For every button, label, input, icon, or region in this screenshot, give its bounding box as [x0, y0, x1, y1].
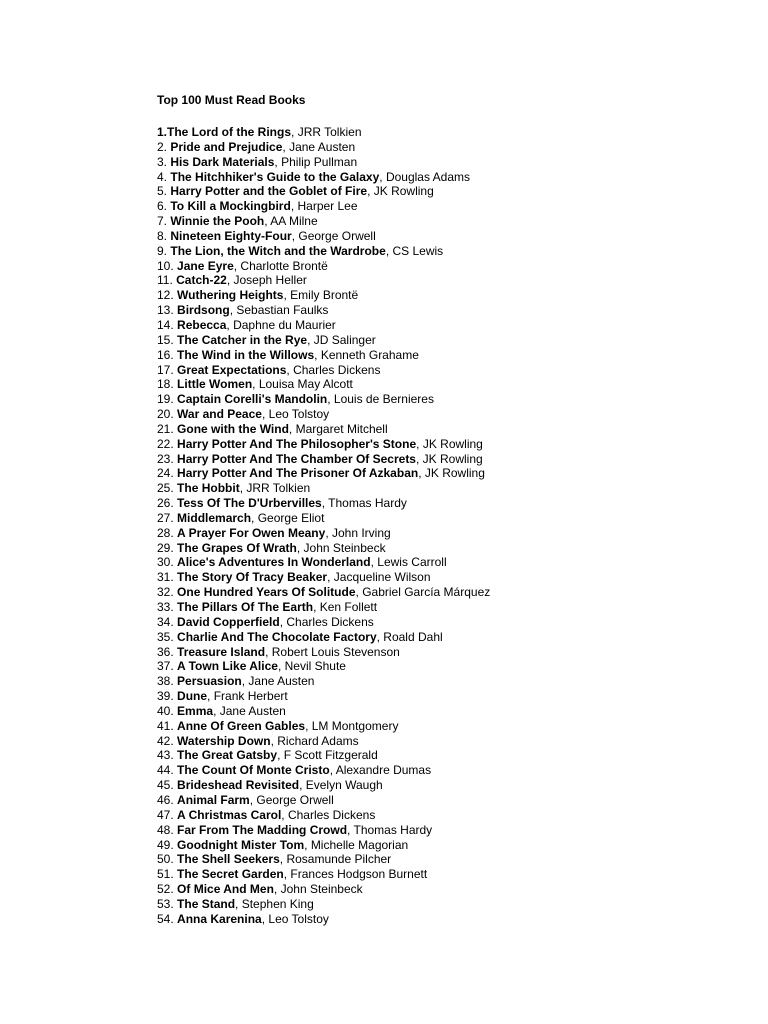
list-item: 53. The Stand, Stephen King — [157, 896, 314, 911]
book-title: The Lion, the Witch and the Wardrobe — [170, 243, 386, 258]
list-item: 16. The Wind in the Willows, Kenneth Grahame — [157, 347, 419, 362]
book-number: 31. — [157, 570, 174, 585]
book-number: 14. — [157, 317, 174, 332]
list-item: 25. The Hobbit, JRR Tolkien — [157, 481, 311, 496]
book-title: The Shell Seekers — [177, 852, 280, 867]
list-item: 45. Brideshead Revisited, Evelyn Waugh — [157, 778, 383, 793]
book-number: 32. — [157, 585, 174, 600]
book-author: Jane Austen — [248, 674, 315, 689]
book-title: David Copperfield — [177, 614, 280, 629]
book-author: Douglas Adams — [385, 169, 470, 184]
book-author: Kenneth Grahame — [320, 347, 419, 362]
book-number: 45. — [157, 778, 174, 793]
book-title: Harry Potter And The Chamber Of Secrets — [177, 451, 416, 466]
book-number: 39. — [157, 689, 174, 704]
book-number: 12. — [157, 288, 174, 303]
book-author: Lewis Carroll — [377, 555, 447, 570]
book-author: JRR Tolkien — [297, 125, 362, 139]
list-item: 40. Emma, Jane Austen — [157, 703, 286, 718]
list-item: 42. Watership Down, Richard Adams — [157, 733, 359, 748]
book-author: Nevil Shute — [284, 659, 346, 674]
book-author: Jane Austen — [289, 139, 356, 154]
book-author: Charlotte Brontë — [240, 258, 328, 273]
list-item: 4. The Hitchhiker's Guide to the Galaxy, Douglas Adams — [157, 169, 470, 184]
book-title: Birdsong — [177, 303, 230, 318]
list-item: 8. Nineteen Eighty-Four, George Orwell — [157, 228, 376, 243]
list-item: 11. Catch-22, Joseph Heller — [157, 273, 307, 288]
book-title: Rebecca — [177, 317, 227, 332]
list-item: 37. A Town Like Alice, Nevil Shute — [157, 659, 346, 674]
list-item: 43. The Great Gatsby, F Scott Fitzgerald — [157, 748, 378, 763]
book-author: Thomas Hardy — [328, 496, 407, 511]
book-title: Persuasion — [177, 674, 242, 689]
list-item: 28. A Prayer For Owen Meany, John Irving — [157, 525, 391, 540]
book-number: 30. — [157, 555, 174, 570]
book-number: 17. — [157, 362, 174, 377]
book-title: Dune — [177, 689, 208, 704]
book-author: JK Rowling — [422, 436, 483, 451]
book-title: A Prayer For Owen Meany — [177, 525, 326, 540]
book-number: 24. — [157, 466, 174, 481]
book-number: 15. — [157, 332, 174, 347]
book-title: The Story Of Tracy Beaker — [177, 570, 328, 585]
book-number: 28. — [157, 525, 174, 540]
book-title: The Lord of the Rings — [167, 125, 292, 139]
book-number: 54. — [157, 911, 174, 926]
book-number: 51. — [157, 867, 174, 882]
book-author: Harper Lee — [297, 199, 358, 214]
book-title: The Great Gatsby — [177, 748, 278, 763]
list-item: 39. Dune, Frank Herbert — [157, 689, 288, 704]
book-number: 42. — [157, 733, 174, 748]
book-author: Philip Pullman — [281, 154, 358, 169]
book-author: George Orwell — [256, 792, 334, 807]
book-title: The Pillars Of The Earth — [177, 600, 314, 614]
book-author: Stephen King — [241, 896, 314, 911]
book-number: 34. — [157, 614, 174, 629]
book-number: 8. — [157, 228, 168, 243]
book-author: CS Lewis — [392, 243, 444, 258]
book-author: Jane Austen — [219, 703, 286, 718]
list-item: 52. Of Mice And Men, John Steinbeck — [157, 882, 363, 897]
list-item: 18. Little Women, Louisa May Alcott — [157, 377, 353, 392]
book-number: 11. — [157, 273, 173, 288]
book-author: Charles Dickens — [293, 362, 381, 377]
book-title: Far From The Madding Crowd — [177, 822, 348, 837]
book-author: Thomas Hardy — [353, 822, 433, 837]
page-title: Top 100 Must Read Books — [157, 93, 306, 107]
book-number: 40. — [157, 703, 174, 718]
list-item: 49. Goodnight Mister Tom, Michelle Magorian — [157, 837, 409, 852]
book-title: Harry Potter and the Goblet of Fire — [170, 184, 368, 199]
book-number: 7. — [157, 214, 168, 229]
book-title: Middlemarch — [177, 510, 252, 525]
book-number: 10. — [157, 258, 174, 273]
list-item: 35. Charlie And The Chocolate Factory, Roald Dahl — [157, 629, 443, 644]
list-item: 2. Pride and Prejudice, Jane Austen — [157, 139, 356, 154]
book-author: Evelyn Waugh — [305, 778, 383, 793]
book-number: 9. — [157, 243, 168, 258]
book-author: Leo Tolstoy — [268, 407, 330, 422]
book-number: 25. — [157, 481, 174, 496]
list-item: 9. The Lion, the Witch and the Wardrobe, CS Lewis — [157, 243, 444, 258]
list-item: 14. Rebecca, Daphne du Maurier — [157, 317, 336, 332]
book-author: Alexandre Dumas — [335, 763, 432, 778]
book-author: Louisa May Alcott — [258, 377, 353, 392]
book-title: Little Women — [177, 377, 253, 392]
list-item: 54. Anna Karenina, Leo Tolstoy — [157, 911, 329, 926]
list-item: 36. Treasure Island, Robert Louis Stevenson — [157, 644, 400, 659]
book-author: Louis de Bernieres — [333, 392, 434, 407]
list-item: 38. Persuasion, Jane Austen — [157, 674, 315, 689]
book-title: Wuthering Heights — [177, 288, 284, 303]
list-item: 7. Winnie the Pooh, AA Milne — [157, 214, 318, 229]
book-number: 3. — [157, 154, 168, 169]
book-number: 35. — [157, 629, 174, 644]
list-item: 27. Middlemarch, George Eliot — [157, 510, 325, 525]
book-number: 18. — [157, 377, 174, 392]
book-title: Treasure Island — [177, 644, 266, 659]
list-item: 22. Harry Potter And The Philosopher's Stone, JK Rowling — [157, 436, 483, 451]
book-number: 26. — [157, 496, 174, 511]
book-title: A Town Like Alice — [177, 659, 278, 674]
book-title: The Wind in the Willows — [177, 347, 315, 362]
list-item: 21. Gone with the Wind, Margaret Mitchell — [157, 421, 388, 436]
book-title: His Dark Materials — [170, 154, 275, 169]
document-page — [157, 92, 747, 927]
book-author: Daphne du Maurier — [233, 317, 336, 332]
book-title: Anne Of Green Gables — [177, 718, 306, 733]
list-item: 3. His Dark Materials, Philip Pullman — [157, 154, 358, 169]
book-number: 49. — [157, 837, 174, 852]
book-title: Anna Karenina — [177, 911, 262, 926]
list-item: 44. The Count Of Monte Cristo, Alexandre Dumas — [157, 763, 432, 778]
book-number: 46. — [157, 792, 174, 807]
book-title: Great Expectations — [177, 362, 287, 377]
book-author: Robert Louis Stevenson — [271, 644, 400, 659]
list-item: 12. Wuthering Heights, Emily Brontë — [157, 288, 359, 303]
book-title: Charlie And The Chocolate Factory — [177, 629, 377, 644]
book-title: To Kill a Mockingbird — [170, 199, 291, 214]
book-number: 43. — [157, 748, 174, 763]
book-author: JK Rowling — [373, 184, 434, 199]
book-number: 19. — [157, 392, 174, 407]
book-title: Pride and Prejudice — [170, 139, 283, 154]
book-title: War and Peace — [177, 407, 262, 422]
list-item: 41. Anne Of Green Gables, LM Montgomery — [157, 718, 399, 733]
book-number: 21. — [157, 421, 174, 436]
list-item: 30. Alice's Adventures In Wonderland, Lewis Carroll — [157, 555, 447, 570]
book-title: The Hobbit — [177, 481, 240, 496]
book-title: Jane Eyre — [177, 258, 234, 273]
book-author: Jacqueline Wilson — [333, 570, 431, 585]
book-author: George Eliot — [257, 510, 325, 525]
book-title: Captain Corelli's Mandolin — [177, 392, 328, 407]
book-author: Frank Herbert — [213, 689, 288, 704]
list-item: 15. The Catcher in the Rye, JD Salinger — [157, 332, 376, 347]
book-list — [157, 125, 747, 927]
book-title: The Catcher in the Rye — [177, 332, 308, 347]
book-number: 29. — [157, 540, 174, 555]
book-title: Nineteen Eighty-Four — [170, 228, 292, 243]
book-author: Ken Follett — [319, 600, 378, 614]
book-title: Catch-22 — [176, 273, 227, 288]
list-item: 29. The Grapes Of Wrath, John Steinbeck — [157, 540, 386, 555]
book-number: 53. — [157, 896, 174, 911]
list-item: 26. Tess Of The D'Urbervilles, Thomas Hardy — [157, 496, 407, 511]
book-author: Richard Adams — [277, 733, 359, 748]
list-item: 50. The Shell Seekers, Rosamunde Pilcher — [157, 852, 392, 867]
book-author: LM Montgomery — [311, 718, 399, 733]
list-item: 34. David Copperfield, Charles Dickens — [157, 614, 374, 629]
book-author: Rosamunde Pilcher — [286, 852, 392, 867]
book-author: JRR Tolkien — [246, 481, 311, 496]
book-author: JK Rowling — [424, 466, 485, 481]
list-item: 19. Captain Corelli's Mandolin, Louis de Bernieres — [157, 392, 434, 407]
book-author: John Steinbeck — [303, 540, 386, 555]
list-item: 1.The Lord of the Rings, JRR Tolkien — [157, 125, 362, 139]
book-number: 2. — [157, 139, 168, 154]
book-number: 50. — [157, 852, 174, 867]
list-item: 13. Birdsong, Sebastian Faulks — [157, 303, 329, 318]
book-number: 23. — [157, 451, 174, 466]
book-author: Michelle Magorian — [310, 837, 409, 852]
book-number: 22. — [157, 436, 174, 451]
list-item: 51. The Secret Garden, Frances Hodgson Burnett — [157, 867, 428, 882]
book-title: Winnie the Pooh — [170, 214, 265, 229]
book-author: Roald Dahl — [383, 629, 443, 644]
book-number: 47. — [157, 807, 174, 822]
list-item: 20. War and Peace, Leo Tolstoy — [157, 407, 330, 422]
list-item: 24. Harry Potter And The Prisoner Of Azkaban, JK Rowling — [157, 466, 485, 481]
book-title: The Count Of Monte Cristo — [177, 763, 330, 778]
list-item: 10. Jane Eyre, Charlotte Brontë — [157, 258, 328, 273]
book-number: 4. — [157, 169, 168, 184]
book-number: 38. — [157, 674, 174, 689]
book-title: Harry Potter And The Prisoner Of Azkaban — [177, 466, 419, 481]
book-number: 5. — [157, 184, 168, 199]
list-item: 33. The Pillars Of The Earth, Ken Follett — [157, 600, 378, 614]
book-author: Gabriel García Márquez — [362, 585, 491, 600]
list-item: 5. Harry Potter and the Goblet of Fire, JK Rowling — [157, 184, 434, 199]
book-title: Gone with the Wind — [177, 421, 289, 436]
book-number: 44. — [157, 763, 174, 778]
book-title: One Hundred Years Of Solitude — [177, 585, 356, 600]
book-number: 16. — [157, 347, 174, 362]
book-author: JD Salinger — [313, 332, 376, 347]
book-number: 36. — [157, 644, 174, 659]
book-author: Charles Dickens — [287, 807, 376, 822]
book-author: Joseph Heller — [233, 273, 307, 288]
book-title: Brideshead Revisited — [177, 778, 300, 793]
book-title: Emma — [177, 703, 214, 718]
book-title: The Hitchhiker's Guide to the Galaxy — [170, 169, 380, 184]
list-item: 17. Great Expectations, Charles Dickens — [157, 362, 381, 377]
book-author: F Scott Fitzgerald — [283, 748, 378, 763]
list-item: 47. A Christmas Carol, Charles Dickens — [157, 807, 376, 822]
book-number: 27. — [157, 510, 174, 525]
book-title: Of Mice And Men — [177, 882, 274, 897]
book-author: Sebastian Faulks — [236, 303, 329, 318]
list-item: 46. Animal Farm, George Orwell — [157, 792, 334, 807]
book-title: Animal Farm — [177, 792, 250, 807]
book-number: 1. — [157, 125, 168, 139]
book-author: Frances Hodgson Burnett — [290, 867, 428, 882]
book-title: The Grapes Of Wrath — [177, 540, 297, 555]
book-number: 13. — [157, 303, 174, 318]
book-title: Watership Down — [177, 733, 271, 748]
book-number: 6. — [157, 199, 168, 214]
book-number: 41. — [157, 718, 174, 733]
book-author: George Orwell — [298, 228, 376, 243]
book-title: Alice's Adventures In Wonderland — [177, 555, 371, 570]
book-author: Charles Dickens — [286, 614, 374, 629]
book-title: The Stand — [177, 896, 236, 911]
book-author: Margaret Mitchell — [295, 421, 388, 436]
book-title: Tess Of The D'Urbervilles — [177, 496, 322, 511]
book-number: 37. — [157, 659, 174, 674]
book-author: John Irving — [331, 525, 391, 540]
book-number: 20. — [157, 407, 174, 422]
book-number: 48. — [157, 822, 174, 837]
list-item: 48. Far From The Madding Crowd, Thomas Hardy — [157, 822, 433, 837]
list-item: 31. The Story Of Tracy Beaker, Jacqueline Wilson — [157, 570, 431, 585]
book-author: John Steinbeck — [280, 882, 363, 897]
book-title: The Secret Garden — [177, 867, 284, 882]
list-item: 32. One Hundred Years Of Solitude, Gabriel García Márquez — [157, 585, 491, 600]
book-author: Leo Tolstoy — [268, 911, 329, 926]
book-author: Emily Brontë — [290, 288, 359, 303]
book-title: A Christmas Carol — [177, 807, 282, 822]
book-number: 33. — [157, 600, 174, 614]
book-author: JK Rowling — [422, 451, 483, 466]
book-title: Harry Potter And The Philosopher's Stone — [177, 436, 417, 451]
list-item: 6. To Kill a Mockingbird, Harper Lee — [157, 199, 358, 214]
list-item: 23. Harry Potter And The Chamber Of Secrets, JK Rowling — [157, 451, 483, 466]
book-author: AA Milne — [270, 214, 318, 229]
book-number: 52. — [157, 882, 174, 897]
book-title: Goodnight Mister Tom — [177, 837, 305, 852]
